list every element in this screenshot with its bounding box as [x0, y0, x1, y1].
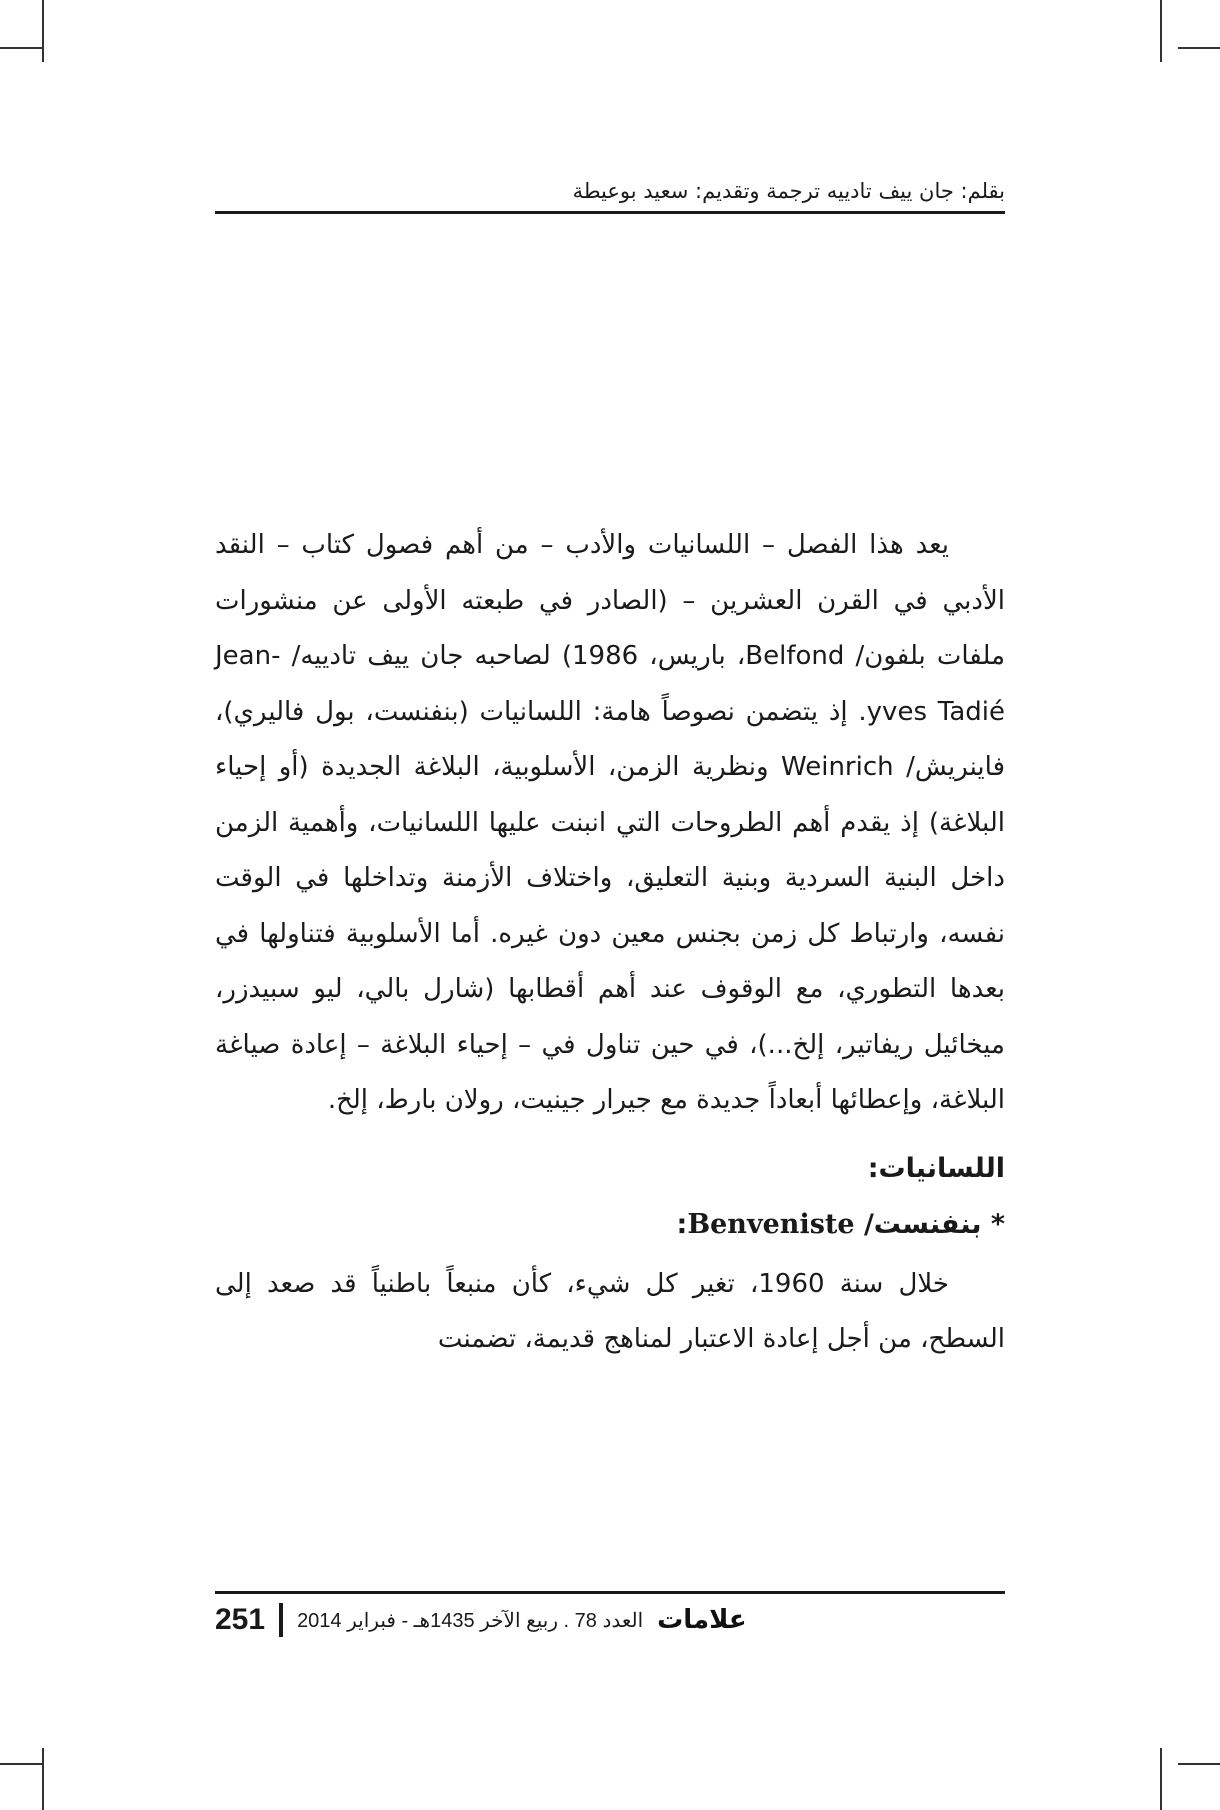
subsection-heading-arabic: * بنفنست/: [854, 1208, 1005, 1240]
second-paragraph: خلال سنة 1960، تغير كل شيء، كأن منبعاً باطنياً قد صعد إلى السطح، من أجل إعادة الاعتبار لمناهج قديمة، تضمنت: [215, 1268, 1005, 1354]
footer-rule: [215, 1591, 1005, 1594]
running-head: بقلم: جان ييف تادييه ترجمة وتقديم: سعيد بوعيطة: [572, 179, 1005, 203]
section-heading: اللسانيات:: [867, 1152, 1005, 1184]
footer-separator: [279, 1603, 283, 1637]
crop-mark: [1160, 1748, 1162, 1810]
page-number: 251: [215, 1603, 266, 1636]
crop-mark: [0, 1763, 42, 1765]
journal-logo: علامات: [657, 1605, 747, 1635]
crop-mark: [1178, 1763, 1220, 1765]
subsection-heading-latin: Benveniste: [687, 1208, 855, 1240]
crop-mark: [42, 0, 44, 62]
crop-mark: [42, 1748, 44, 1810]
header-rule: [215, 211, 1005, 214]
intro-paragraph: يعد هذا الفصل – اللسانيات والأدب – من أهم فصول كتاب – النقد الأدبي في القرن العشرين – (الصادر في طبعته الأولى عن منشورات ملفات بلفون/ Belfond، باريس، 1986) لصاحبه جان ييف تادييه/ Jean-yves Tadié. إذ يتضمن نصوصاً هامة: اللسانيات (بنفنست، بول فاليري)، فاينريش/ Weinrich ونظرية الزمن، الأسلوبية، البلاغة الجديدة (أو إحياء البلاغة) إذ يقدم أهم الطروحات التي انبنت عليها اللسانيات، وأهمية الزمن داخل البنية السردية وبنية التعليق، واختلاف الأزمنة وتداخلها في الوقت نفسه، وارتباط كل زمن بجنس معين دون غيره. أما الأسلوبية فتناولها في بعدها التطوري، مع الوقوف عند أهم أقطابها (شارل بالي، ليو سبيدزر، ميخائيل ريفاتير، إلخ...)، في حين تناول في – إحياء البلاغة – إعادة صياغة البلاغة، وإعطائها أبعاداً جديدة مع جيرار جينيت، رولان بارط، إلخ.: [215, 530, 1005, 1115]
crop-mark: [1178, 47, 1220, 49]
crop-mark: [1160, 0, 1162, 62]
article-body: [215, 518, 1005, 1368]
page-footer: [215, 1600, 1005, 1640]
subsection-heading-colon: :: [676, 1208, 688, 1240]
subsection-heading: [215, 1197, 1005, 1253]
issue-info: العدد 78 . ربيع الآخر 1435هـ - فبراير 2014: [297, 1609, 644, 1632]
crop-mark: [0, 47, 42, 49]
